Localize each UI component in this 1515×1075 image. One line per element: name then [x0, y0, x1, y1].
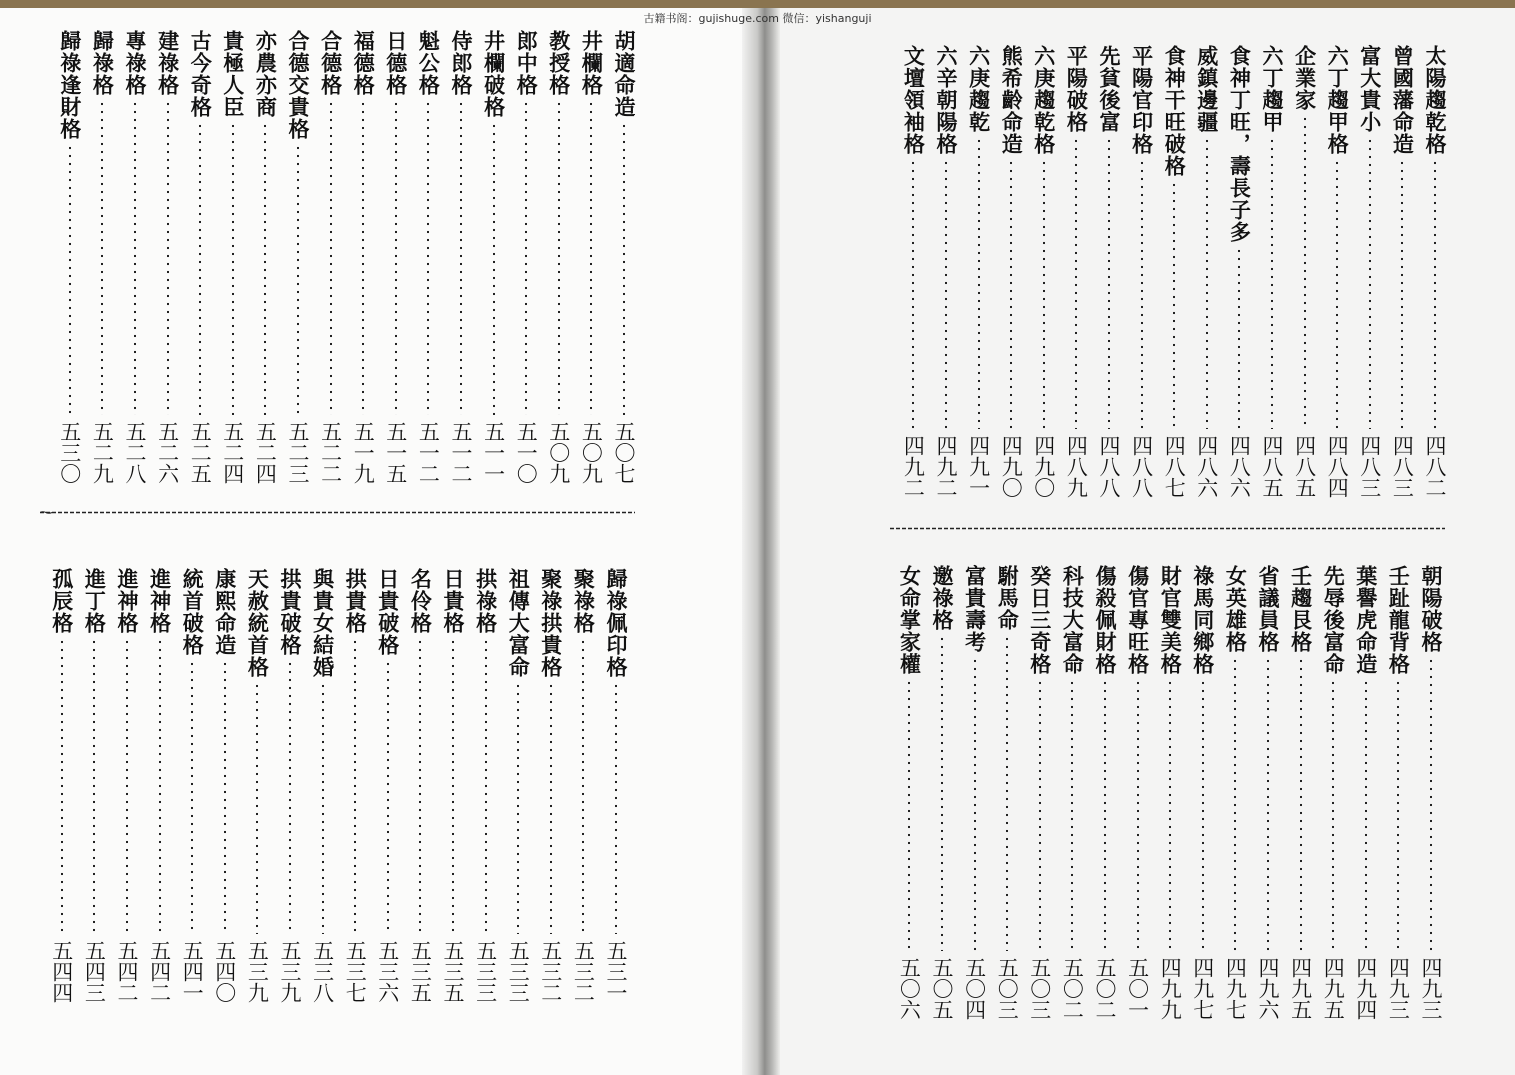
entry-title: 井欄格	[579, 30, 605, 96]
entry-page-number: 四八二	[1423, 435, 1447, 498]
entry-page-number: 五三六	[375, 940, 400, 1003]
entry-page-number: 四八六	[1227, 435, 1252, 498]
entry-page-number: 四九三	[1386, 957, 1411, 1020]
entry-page-number: 五三九	[278, 940, 302, 1003]
dot-leader	[427, 100, 429, 415]
entry-page-number: 五三三	[473, 940, 498, 1003]
entry-title: 女命掌家權	[897, 565, 923, 675]
entry-page-number: 五一二	[416, 421, 441, 484]
toc-entry[interactable]	[240, 568, 274, 1003]
entry-page-number: 四九五	[1321, 957, 1346, 1020]
entry-title: 亦農亦商	[253, 30, 279, 118]
dot-leader	[1137, 679, 1139, 951]
entry-page-number: 五三七	[343, 940, 368, 1003]
entry-title: 科技大富命	[1060, 565, 1086, 675]
toc-entry[interactable]	[444, 30, 478, 484]
entry-title: 朝陽破格	[1419, 565, 1444, 653]
entry-page-number: 五一〇	[514, 421, 539, 484]
entry-page-number: 五二六	[155, 421, 180, 484]
entry-title: 食神干旺破格	[1162, 45, 1188, 177]
dot-leader	[134, 100, 136, 415]
entry-page-number: 五二四	[220, 421, 245, 484]
dot-leader	[159, 638, 161, 934]
entry-title: 福德格	[351, 30, 377, 96]
dot-leader	[1430, 657, 1432, 951]
dot-leader	[1369, 137, 1371, 429]
entry-title: 平陽官印格	[1129, 45, 1155, 155]
dot-leader	[1104, 679, 1106, 951]
entry-title: 祖傳大富命	[506, 568, 532, 678]
entry-title: 統首破格	[180, 568, 206, 656]
dot-leader	[1300, 657, 1302, 951]
toc-entry[interactable]	[411, 30, 445, 484]
dot-leader	[558, 100, 560, 415]
dot-leader	[387, 660, 389, 934]
toc-entry[interactable]	[958, 565, 992, 1020]
entry-title: 六丁趨甲格	[1325, 45, 1351, 155]
entry-title: 威鎮邊疆	[1194, 45, 1220, 133]
entry-page-number: 五二五	[188, 421, 213, 484]
toc-entry[interactable]	[371, 568, 405, 1003]
entry-page-number: 五〇二	[1060, 957, 1085, 1020]
entry-page-number: 四八七	[1162, 435, 1187, 498]
dot-leader	[1336, 159, 1338, 429]
toc-entry[interactable]	[501, 568, 535, 1003]
dot-leader	[1075, 137, 1077, 429]
entry-title: 先貧後富	[1097, 45, 1122, 133]
entry-title: 癸日三奇格	[1027, 565, 1053, 675]
dot-leader	[1206, 137, 1208, 429]
entry-page-number: 四九〇	[1031, 435, 1056, 498]
toc-entry[interactable]	[1349, 565, 1383, 1020]
toc-entry[interactable]	[403, 568, 437, 1003]
entry-page-number: 五二九	[90, 421, 115, 484]
entry-title: 太陽趨乾格	[1423, 45, 1448, 155]
entry-title: 貴極人臣	[220, 30, 246, 118]
dot-leader	[978, 137, 980, 429]
dot-leader	[354, 638, 356, 934]
dot-leader	[452, 638, 454, 934]
dot-leader	[1108, 137, 1110, 429]
entry-page-number: 五三五	[441, 940, 465, 1003]
toc-entry[interactable]	[1190, 45, 1224, 498]
entry-title: 聚祿格	[571, 568, 597, 634]
entry-page-number: 五二二	[318, 421, 343, 484]
toc-entry[interactable]	[1092, 45, 1126, 498]
dot-leader	[1010, 159, 1012, 429]
entry-title: 平陽破格	[1064, 45, 1090, 133]
dot-leader	[908, 679, 910, 951]
dot-leader	[419, 638, 421, 934]
entry-page-number: 四八八	[1097, 435, 1121, 498]
entry-page-number: 四九五	[1288, 957, 1313, 1020]
dot-leader	[264, 122, 266, 415]
entry-page-number: 五三〇	[57, 421, 82, 484]
entry-title: 日貴格	[441, 568, 466, 634]
entry-title: 拱貴破格	[278, 568, 303, 656]
toc-entry[interactable]	[183, 30, 217, 484]
entry-title: 駙馬命	[995, 565, 1021, 631]
entry-page-number: 五四三	[82, 940, 107, 1003]
toc-entry[interactable]	[281, 30, 315, 484]
entry-page-number: 五〇九	[546, 421, 571, 484]
dot-leader	[941, 635, 943, 951]
toc-entry[interactable]	[1157, 45, 1191, 498]
entry-page-number: 五二三	[286, 421, 310, 484]
dot-leader	[1401, 159, 1403, 429]
toc-entry[interactable]	[1284, 565, 1318, 1020]
entry-title: 進神格	[147, 568, 173, 634]
entry-page-number: 五一九	[351, 421, 376, 484]
entry-title: 拱貴格	[343, 568, 369, 634]
dot-leader	[1169, 679, 1171, 951]
entry-page-number: 五一二	[449, 421, 473, 484]
entry-title: 拱祿格	[473, 568, 499, 634]
toc-entry[interactable]	[509, 30, 543, 484]
toc-entry[interactable]	[175, 568, 209, 1003]
entry-title: 聚祿拱貴格	[538, 568, 564, 678]
entry-title: 侍郎格	[449, 30, 474, 96]
entry-page-number: 四八六	[1194, 435, 1219, 498]
toc-entry[interactable]	[1027, 45, 1061, 498]
entry-title: 名伶格	[408, 568, 434, 634]
entry-title: 進丁格	[82, 568, 108, 634]
dot-leader	[485, 638, 487, 934]
entry-title: 日貴破格	[375, 568, 401, 656]
toc-entry[interactable]	[1316, 565, 1350, 1020]
entry-page-number: 五三九	[245, 940, 270, 1003]
entry-page-number: 五〇四	[962, 957, 987, 1020]
watermark-text: 古籍书阁：gujishuge.com 微信：yishanguji	[643, 12, 872, 25]
entry-title: 傷殺佩財格	[1093, 565, 1118, 675]
toc-entry[interactable]	[216, 30, 250, 484]
entry-page-number: 四八四	[1325, 435, 1350, 498]
entry-title: 郎中格	[514, 30, 540, 96]
toc-entry[interactable]	[1222, 45, 1256, 498]
toc-entry[interactable]	[1023, 565, 1057, 1020]
entry-title: 壬趨艮格	[1288, 565, 1314, 653]
toc-entry[interactable]	[1385, 45, 1419, 498]
entry-page-number: 四八八	[1129, 435, 1154, 498]
toc-entry[interactable]	[994, 45, 1028, 498]
entry-title: 富貴壽考	[962, 565, 988, 653]
entry-page-number: 五〇九	[579, 421, 604, 484]
entry-title: 先辱後富命	[1321, 565, 1347, 675]
entry-page-number: 五二八	[123, 421, 147, 484]
dot-leader	[1304, 115, 1306, 429]
entry-title: 天赦統首格	[245, 568, 271, 678]
entry-title: 合德格	[318, 30, 344, 96]
toc-entry[interactable]	[53, 30, 87, 484]
dot-leader	[1365, 679, 1367, 951]
dot-leader	[1043, 159, 1045, 429]
dot-leader	[69, 144, 71, 415]
toc-entry[interactable]	[1381, 565, 1415, 1020]
dot-leader	[1271, 137, 1273, 429]
entry-title: 孤辰格	[49, 568, 75, 634]
toc-entry[interactable]	[962, 45, 996, 498]
entry-page-number: 四八三	[1357, 435, 1382, 498]
entry-page-number: 五三三	[506, 940, 531, 1003]
toc-entry[interactable]	[77, 568, 111, 1003]
entry-page-number: 四九一	[966, 435, 991, 498]
dot-leader	[623, 122, 625, 415]
entry-title: 熊希齡命造	[999, 45, 1025, 155]
entry-page-number: 五三八	[310, 940, 335, 1003]
dot-leader	[256, 682, 258, 934]
toc-entry[interactable]	[306, 568, 340, 1003]
entry-title: 六庚趨乾	[966, 45, 992, 133]
toc-entry[interactable]	[110, 568, 144, 1003]
dot-leader	[1039, 679, 1041, 951]
dot-leader	[1234, 657, 1236, 951]
entry-page-number: 五四四	[49, 940, 74, 1003]
entry-page-number: 五〇三	[1027, 957, 1052, 1020]
dot-leader	[1434, 159, 1436, 429]
toc-entry[interactable]	[892, 565, 926, 1020]
toc-entry[interactable]	[436, 568, 470, 1003]
entry-page-number: 四八五	[1260, 435, 1284, 498]
dot-leader	[167, 100, 169, 415]
entry-title: 與貴女結婚	[310, 568, 336, 678]
entry-title: 六庚趨乾格	[1031, 45, 1057, 155]
dot-leader	[362, 100, 364, 415]
entry-title: 六丁趨甲	[1260, 45, 1285, 133]
toc-entry[interactable]	[566, 568, 600, 1003]
entry-title: 祿馬同鄉格	[1190, 565, 1216, 675]
dot-leader	[1141, 159, 1143, 429]
toc-entry[interactable]	[534, 568, 568, 1003]
entry-title: 壬趾龍背格	[1386, 565, 1412, 675]
dot-leader	[1202, 679, 1204, 951]
toc-entry[interactable]	[469, 568, 503, 1003]
toc-entry[interactable]	[314, 30, 348, 484]
dot-leader	[395, 100, 397, 415]
toc-entry[interactable]	[118, 30, 152, 484]
toc-entry[interactable]	[248, 30, 282, 484]
entry-title: 食神丁旺，壽長子多	[1227, 45, 1253, 243]
entry-page-number: 五〇五	[930, 957, 954, 1020]
toc-entry[interactable]	[346, 30, 380, 484]
toc-entry[interactable]	[477, 30, 511, 484]
entry-title: 企業家	[1292, 45, 1318, 111]
dot-leader	[1267, 657, 1269, 951]
dot-leader	[289, 660, 291, 934]
toc-entry[interactable]	[896, 45, 930, 498]
toc-entry[interactable]	[1418, 45, 1452, 498]
entry-title: 合德交貴格	[286, 30, 311, 140]
entry-title: 富大貴小	[1357, 45, 1383, 133]
entry-page-number: 五一一	[481, 421, 506, 484]
entry-page-number: 五四二	[115, 940, 139, 1003]
toc-entry[interactable]	[1186, 565, 1220, 1020]
entry-page-number: 五〇一	[1125, 957, 1150, 1020]
toc-entry[interactable]	[929, 45, 963, 498]
entry-page-number: 五三五	[408, 940, 433, 1003]
toc-entry[interactable]	[273, 568, 307, 1003]
dot-leader	[525, 100, 527, 415]
entry-title: 古今奇格	[188, 30, 214, 118]
book-gutter	[742, 8, 780, 1075]
toc-entry[interactable]	[208, 568, 242, 1003]
entry-page-number: 四九三	[1419, 957, 1443, 1020]
top-border	[0, 0, 1515, 8]
dot-leader	[582, 638, 584, 934]
toc-entry[interactable]	[574, 30, 608, 484]
toc-entry[interactable]	[599, 568, 633, 1003]
entry-page-number: 五〇七	[612, 421, 636, 484]
entry-title: 六辛朝陽格	[934, 45, 959, 155]
entry-title: 歸祿佩印格	[604, 568, 629, 678]
left-divider	[40, 511, 635, 514]
toc-entry[interactable]	[1414, 565, 1448, 1020]
entry-page-number: 四九七	[1190, 957, 1215, 1020]
entry-page-number: 五四〇	[212, 940, 237, 1003]
entry-title: 文壇領袖格	[901, 45, 927, 155]
toc-entry[interactable]	[1055, 565, 1089, 1020]
entry-title: 歸祿逢財格	[57, 30, 83, 140]
toc-entry[interactable]	[85, 30, 119, 484]
entry-page-number: 四九六	[1256, 957, 1280, 1020]
entry-page-number: 四九二	[934, 435, 958, 498]
entry-page-number: 五一五	[383, 421, 408, 484]
dot-leader	[493, 122, 495, 415]
dot-leader	[93, 638, 95, 934]
entry-title: 財官雙美格	[1158, 565, 1184, 675]
toc-entry[interactable]	[1320, 45, 1354, 498]
toc-entry[interactable]	[1353, 45, 1387, 498]
entry-title: 傷官專旺格	[1125, 565, 1151, 675]
entry-page-number: 四九四	[1353, 957, 1378, 1020]
toc-entry[interactable]	[143, 568, 177, 1003]
toc-entry[interactable]	[45, 568, 79, 1003]
dot-leader	[126, 638, 128, 934]
entry-title: 教授格	[546, 30, 572, 96]
toc-entry[interactable]	[1088, 565, 1122, 1020]
dot-leader	[322, 682, 324, 934]
dot-leader	[232, 122, 234, 415]
toc-entry[interactable]	[1255, 45, 1289, 498]
dot-leader	[297, 144, 299, 415]
toc-entry[interactable]	[1153, 565, 1187, 1020]
entry-title: 日德格	[383, 30, 409, 96]
right-divider	[890, 527, 1445, 530]
dot-leader	[191, 660, 193, 934]
entry-title: 女英雄格	[1223, 565, 1249, 653]
entry-title: 康熙命造	[212, 568, 238, 656]
toc-entry[interactable]	[1288, 45, 1322, 498]
toc-entry[interactable]	[338, 568, 372, 1003]
dot-leader	[615, 682, 617, 934]
toc-entry[interactable]	[151, 30, 185, 484]
entry-page-number: 四八九	[1064, 435, 1089, 498]
entry-page-number: 五四一	[180, 940, 205, 1003]
entry-title: 魁公格	[416, 30, 442, 96]
dot-leader	[61, 638, 63, 934]
dot-leader	[1397, 679, 1399, 951]
entry-page-number: 五三一	[604, 940, 628, 1003]
toc-entry[interactable]	[1218, 565, 1252, 1020]
dot-leader	[517, 682, 519, 934]
dot-leader	[101, 100, 103, 415]
toc-entry[interactable]	[1251, 565, 1285, 1020]
dot-leader	[1006, 635, 1008, 951]
toc-entry[interactable]	[1121, 565, 1155, 1020]
entry-page-number: 四八三	[1390, 435, 1415, 498]
dot-leader	[199, 122, 201, 415]
dot-leader	[224, 660, 226, 934]
entry-title: 曾國藩命造	[1390, 45, 1416, 155]
entry-title: 建祿格	[155, 30, 181, 96]
entry-page-number: 五〇三	[995, 957, 1020, 1020]
dot-leader	[550, 682, 552, 934]
entry-title: 邀祿格	[930, 565, 955, 631]
toc-entry[interactable]	[1059, 45, 1093, 498]
toc-entry[interactable]	[542, 30, 576, 484]
entry-page-number: 五三二	[538, 940, 563, 1003]
dot-leader	[1173, 181, 1175, 429]
entry-title: 井欄破格	[481, 30, 507, 118]
toc-entry[interactable]	[1125, 45, 1159, 498]
dot-leader	[912, 159, 914, 429]
dot-leader	[945, 159, 947, 429]
toc-entry[interactable]	[990, 565, 1024, 1020]
entry-page-number: 五四二	[147, 940, 172, 1003]
entry-title: 葉譽虎命造	[1353, 565, 1379, 675]
entry-page-number: 五三二	[571, 940, 596, 1003]
entry-page-number: 五二四	[253, 421, 278, 484]
dot-leader	[590, 100, 592, 415]
entry-page-number: 四九〇	[999, 435, 1024, 498]
dot-leader	[1332, 679, 1334, 951]
entry-title: 歸祿格	[90, 30, 116, 96]
dot-leader	[330, 100, 332, 415]
entry-title: 進神格	[115, 568, 140, 634]
entry-title: 胡適命造	[612, 30, 637, 118]
entry-title: 專祿格	[123, 30, 148, 96]
entry-page-number: 五〇二	[1093, 957, 1117, 1020]
dot-leader	[974, 657, 976, 951]
dot-leader	[1238, 247, 1240, 429]
entry-page-number: 四九七	[1223, 957, 1248, 1020]
toc-entry[interactable]	[925, 565, 959, 1020]
dot-leader	[460, 100, 462, 415]
entry-page-number: 五〇六	[897, 957, 922, 1020]
dot-leader	[1071, 679, 1073, 951]
toc-entry[interactable]	[607, 30, 641, 484]
entry-title: 省議員格	[1256, 565, 1281, 653]
toc-entry[interactable]	[379, 30, 413, 484]
entry-page-number: 四九二	[901, 435, 926, 498]
entry-page-number: 四八五	[1292, 435, 1317, 498]
entry-page-number: 四九九	[1158, 957, 1183, 1020]
